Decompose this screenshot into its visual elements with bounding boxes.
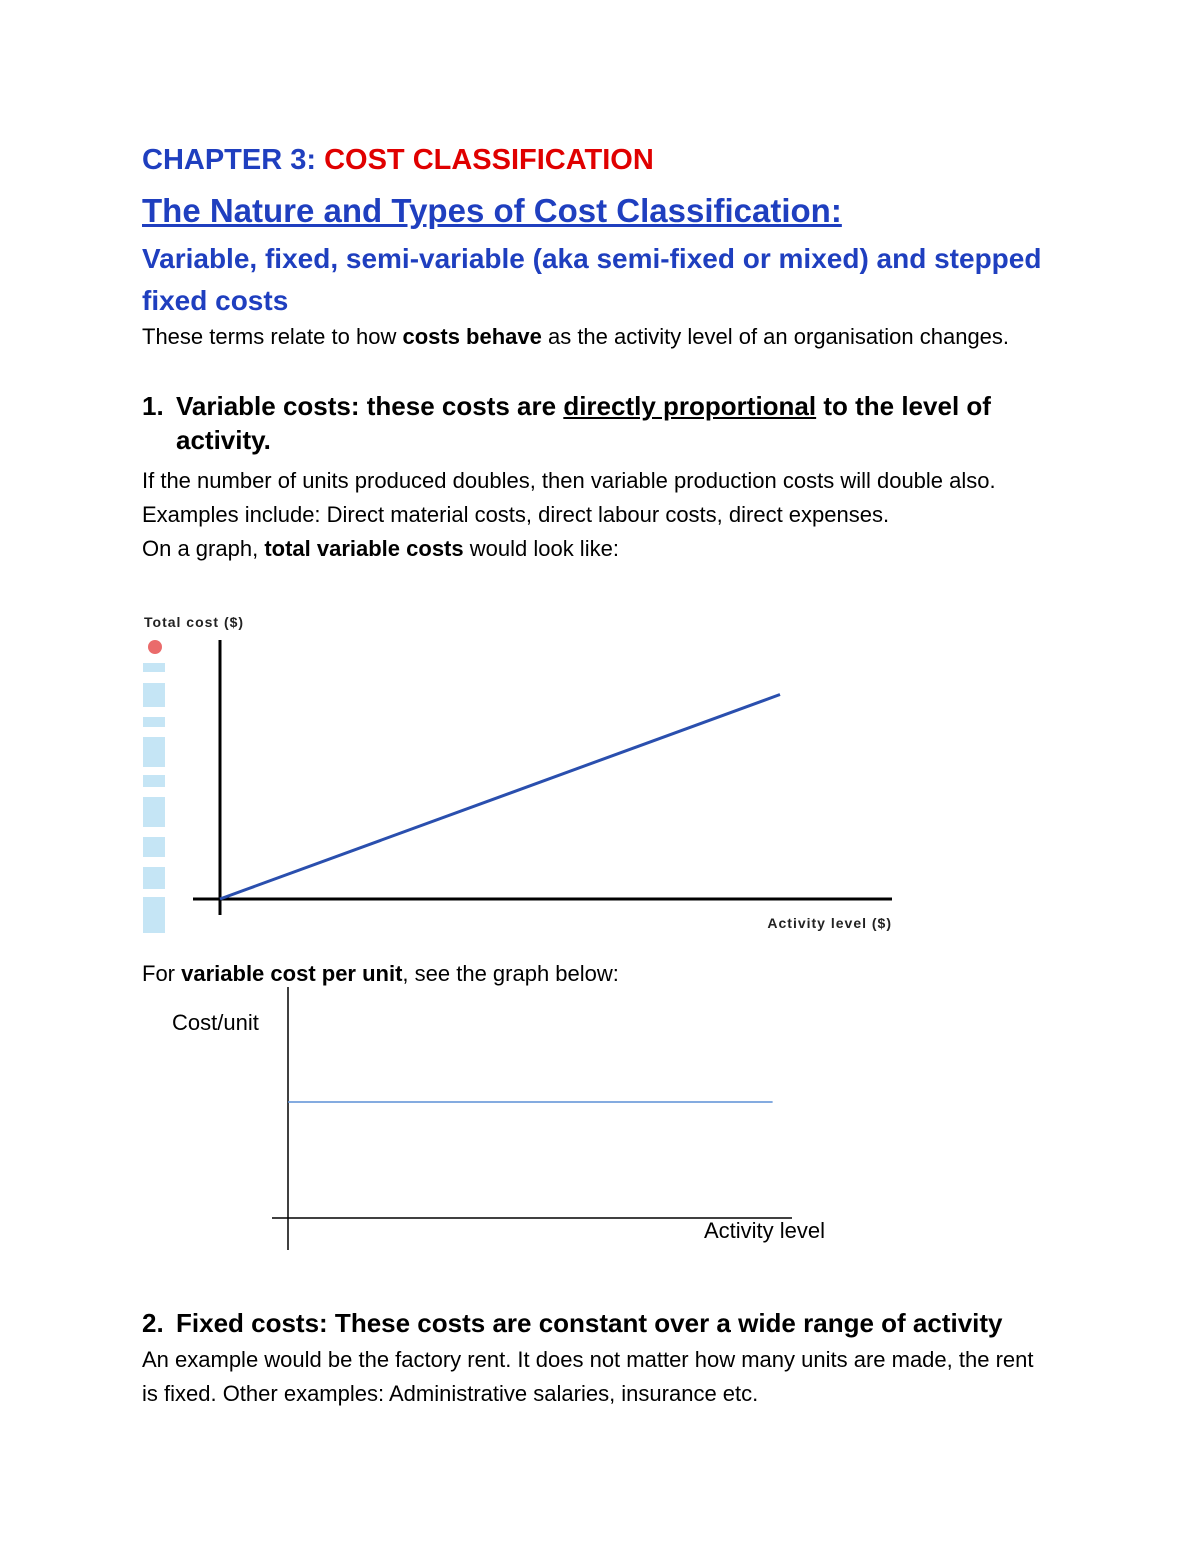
section1-heading: [142, 389, 1042, 457]
intro-bold: costs behave: [402, 324, 542, 349]
section1-heading-underlined: directly proportional: [563, 391, 817, 421]
intro-paragraph: [142, 320, 1042, 354]
watermark-decoration: [143, 640, 165, 933]
section2-number: 2.: [142, 1308, 164, 1338]
chapter-title: COST CLASSIFICATION: [324, 144, 654, 176]
section1-heading-end: to the level of: [816, 391, 991, 421]
section1-body: [142, 464, 1042, 566]
chart1-series-line: [220, 695, 780, 899]
section1-number: 1.: [142, 391, 164, 421]
subtitle: Variable, fixed, semi-variable (aka semi-fixed or mixed) and stepped fixed costs: [142, 243, 1042, 316]
chart2-y-axis-label: Cost/unit: [172, 1010, 259, 1035]
chapter-heading: [142, 144, 654, 177]
variable-cost-per-unit-chart: [160, 985, 880, 1255]
chart2-intro-bold: variable cost per unit: [181, 961, 403, 986]
section1-heading-text: Variable costs: these costs are: [176, 391, 564, 421]
intro-text: These terms relate to how: [142, 324, 403, 349]
section1-heading-line2: activity.: [176, 425, 271, 455]
chart2-intro-text: For: [142, 961, 182, 986]
section1-line3-text: On a graph,: [142, 536, 265, 561]
page-title: The Nature and Types of Cost Classification:: [142, 192, 842, 229]
section2-heading-text: Fixed costs: These costs are constant over a wide range of activity: [176, 1308, 1003, 1338]
chart1-x-axis-label: Activity level ($): [767, 915, 892, 931]
intro-text-end: as the activity level of an organisation changes.: [541, 324, 1010, 349]
section2-heading: [142, 1306, 1102, 1340]
section1-line3: [142, 532, 1042, 566]
chart1-y-axis-label: Total cost ($): [144, 614, 245, 630]
section1-line2: Examples include: Direct material costs, direct labour costs, direct expenses.: [142, 502, 890, 527]
chapter-label: CHAPTER 3:: [142, 144, 317, 176]
section1-line3-end: would look like:: [463, 536, 619, 561]
section1-line3-bold: total variable costs: [264, 536, 464, 561]
section2-body: An example would be the factory rent. It does not matter how many units are made, the rent is fixed. Other examples: Administrative salaries, insurance etc.: [142, 1347, 1034, 1406]
chart2-x-axis-label: Activity level: [704, 1218, 826, 1243]
total-variable-cost-chart: [130, 605, 910, 945]
chart2-intro-end: , see the graph below:: [402, 961, 619, 986]
section1-line1: If the number of units produced doubles, then variable production costs will double also.: [142, 468, 996, 493]
